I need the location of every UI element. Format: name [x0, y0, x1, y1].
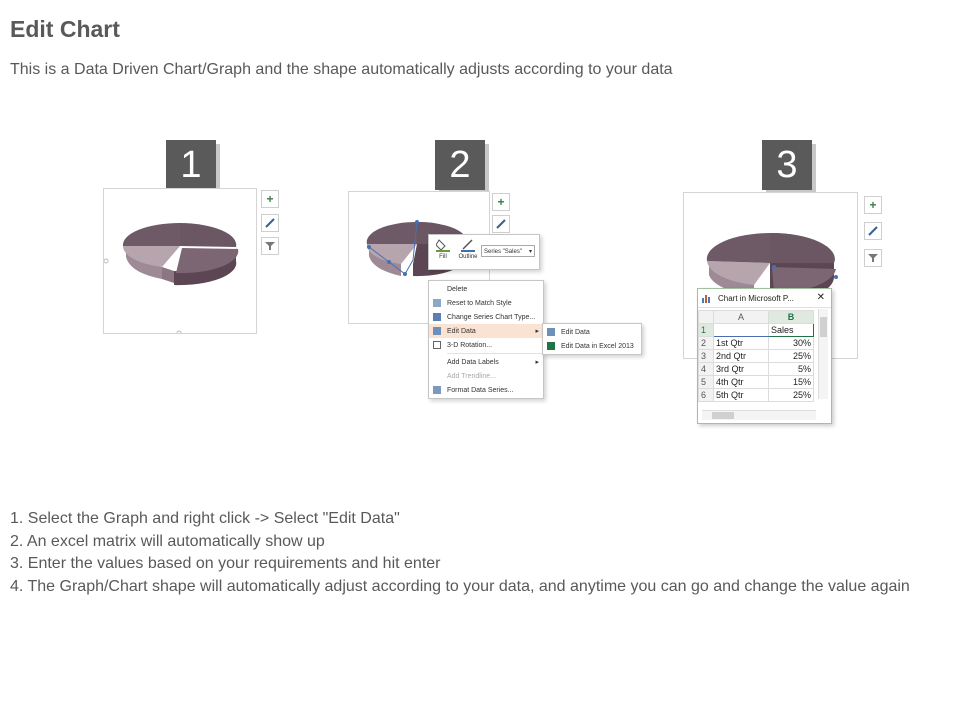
fill-label: Fill — [439, 254, 447, 260]
filter-icon — [868, 253, 878, 263]
vertical-scrollbar[interactable] — [818, 309, 828, 399]
edit-data-submenu — [542, 323, 642, 355]
table-cell[interactable]: 1st Qtr — [714, 337, 769, 350]
menu-item-delete[interactable] — [429, 282, 543, 296]
menu-item-label: Reset to Match Style — [447, 299, 512, 307]
menu-item-reset-style[interactable] — [429, 296, 543, 310]
menu-item-add-labels[interactable] — [429, 355, 543, 369]
excel-icon — [547, 342, 555, 350]
menu-item-label: Format Data Series... — [447, 386, 514, 394]
table-cell[interactable]: 3rd Qtr — [714, 363, 769, 376]
outline-icon — [461, 238, 475, 252]
reset-icon — [433, 299, 441, 307]
scroll-thumb[interactable] — [712, 412, 734, 419]
edit-data-icon — [547, 328, 555, 336]
chevron-right-icon: ▸ — [535, 359, 539, 366]
table-cell[interactable]: 25% — [769, 350, 814, 363]
submenu-item-label: Edit Data — [561, 328, 590, 336]
step-1-badge: 1 — [166, 140, 216, 190]
chart-icon — [702, 294, 712, 303]
step-2-badge: 2 — [435, 140, 485, 190]
menu-item-format-series[interactable] — [429, 383, 543, 397]
submenu-item-edit-excel[interactable] — [543, 339, 641, 353]
instruction-step: 4. The Graph/Chart shape will automatically adjust according to your data, and anytime you can go and change the value again — [10, 577, 910, 595]
outline-button[interactable] — [457, 238, 479, 266]
cell-a1[interactable] — [714, 324, 769, 337]
menu-item-change-type[interactable] — [429, 310, 543, 324]
table-cell[interactable]: 2nd Qtr — [714, 350, 769, 363]
menu-separator — [447, 353, 543, 354]
corner-cell — [699, 311, 714, 324]
submenu-item-label: Edit Data in Excel 2013 — [561, 342, 634, 350]
edit-data-icon — [433, 327, 441, 335]
add-element-button-1[interactable] — [261, 190, 279, 208]
plus-icon: + — [497, 195, 505, 209]
column-header[interactable]: A — [714, 311, 769, 324]
row-header[interactable]: 5 — [699, 376, 714, 389]
row-header[interactable]: 4 — [699, 363, 714, 376]
context-menu — [428, 280, 544, 399]
cell-b1[interactable]: Sales — [769, 324, 814, 337]
table-cell[interactable]: 5% — [769, 363, 814, 376]
menu-item-label: Add Data Labels — [447, 358, 499, 366]
instruction-step: 1. Select the Graph and right click -> Select "Edit Data" — [10, 510, 400, 527]
row-header[interactable]: 3 — [699, 350, 714, 363]
brush-icon — [868, 226, 878, 236]
excel-titlebar — [698, 289, 831, 308]
menu-item-label: 3-D Rotation... — [447, 341, 493, 349]
rotation-icon — [433, 341, 441, 349]
menu-item-label: Change Series Chart Type... — [447, 313, 536, 321]
excel-window-title: Chart in Microsoft P... — [718, 293, 794, 303]
chart-filter-button-3[interactable] — [864, 249, 882, 267]
filter-icon — [265, 241, 275, 251]
brush-icon — [265, 218, 275, 228]
brush-icon — [496, 219, 506, 229]
table-cell[interactable]: 30% — [769, 337, 814, 350]
format-icon — [433, 386, 441, 394]
chart-filter-button-1[interactable] — [261, 237, 279, 255]
series-select-value: Series "Sales" — [484, 249, 522, 255]
instruction-step: 2. An excel matrix will automatically show up — [10, 532, 325, 550]
fill-button[interactable] — [434, 238, 452, 266]
horizontal-scrollbar[interactable] — [702, 410, 816, 420]
pie-chart-1[interactable] — [104, 189, 256, 333]
table-cell[interactable]: 5th Qtr — [714, 389, 769, 402]
submenu-item-edit-data[interactable] — [543, 325, 641, 339]
page-title: Edit Chart — [10, 16, 120, 42]
chart-type-icon — [433, 313, 441, 321]
menu-item-add-trendline — [429, 369, 543, 383]
row-header[interactable]: 1 — [699, 324, 714, 337]
page-subtitle: This is a Data Driven Chart/Graph and the shape automatically adjusts according to your data — [10, 61, 673, 78]
row-header[interactable]: 2 — [699, 337, 714, 350]
close-icon[interactable]: ✕ — [816, 292, 825, 303]
instruction-step: 3. Enter the values based on your requirements and hit enter — [10, 555, 441, 572]
table-cell[interactable]: 4th Qtr — [714, 376, 769, 389]
chevron-down-icon: ▾ — [528, 249, 532, 255]
menu-item-label: Add Trendline... — [447, 372, 497, 380]
chart-style-button-3[interactable] — [864, 222, 882, 240]
menu-item-label: Edit Data — [447, 327, 476, 335]
column-header[interactable]: B — [769, 311, 814, 324]
mini-toolbar — [428, 234, 540, 270]
excel-window[interactable] — [697, 288, 832, 424]
chevron-right-icon: ▸ — [535, 328, 539, 335]
excel-grid[interactable] — [698, 310, 814, 402]
scroll-thumb[interactable] — [820, 317, 827, 337]
menu-item-3d-rotation[interactable] — [429, 338, 543, 352]
chart-style-button-2[interactable] — [492, 215, 510, 233]
chart-style-button-1[interactable] — [261, 214, 279, 232]
outline-label: Outline — [458, 254, 478, 260]
table-cell[interactable]: 25% — [769, 389, 814, 402]
step-3-badge: 3 — [762, 140, 812, 190]
menu-item-edit-data[interactable] — [429, 324, 543, 338]
instructions-list — [10, 508, 945, 598]
add-element-button-2[interactable] — [492, 193, 510, 211]
plus-icon: + — [869, 198, 877, 212]
menu-item-label: Delete — [447, 285, 468, 293]
table-cell[interactable]: 15% — [769, 376, 814, 389]
add-element-button-3[interactable] — [864, 196, 882, 214]
fill-icon — [436, 238, 450, 252]
chart-frame-1[interactable] — [103, 188, 257, 334]
series-select[interactable] — [481, 245, 535, 257]
plus-icon: + — [266, 192, 274, 206]
row-header[interactable]: 6 — [699, 389, 714, 402]
